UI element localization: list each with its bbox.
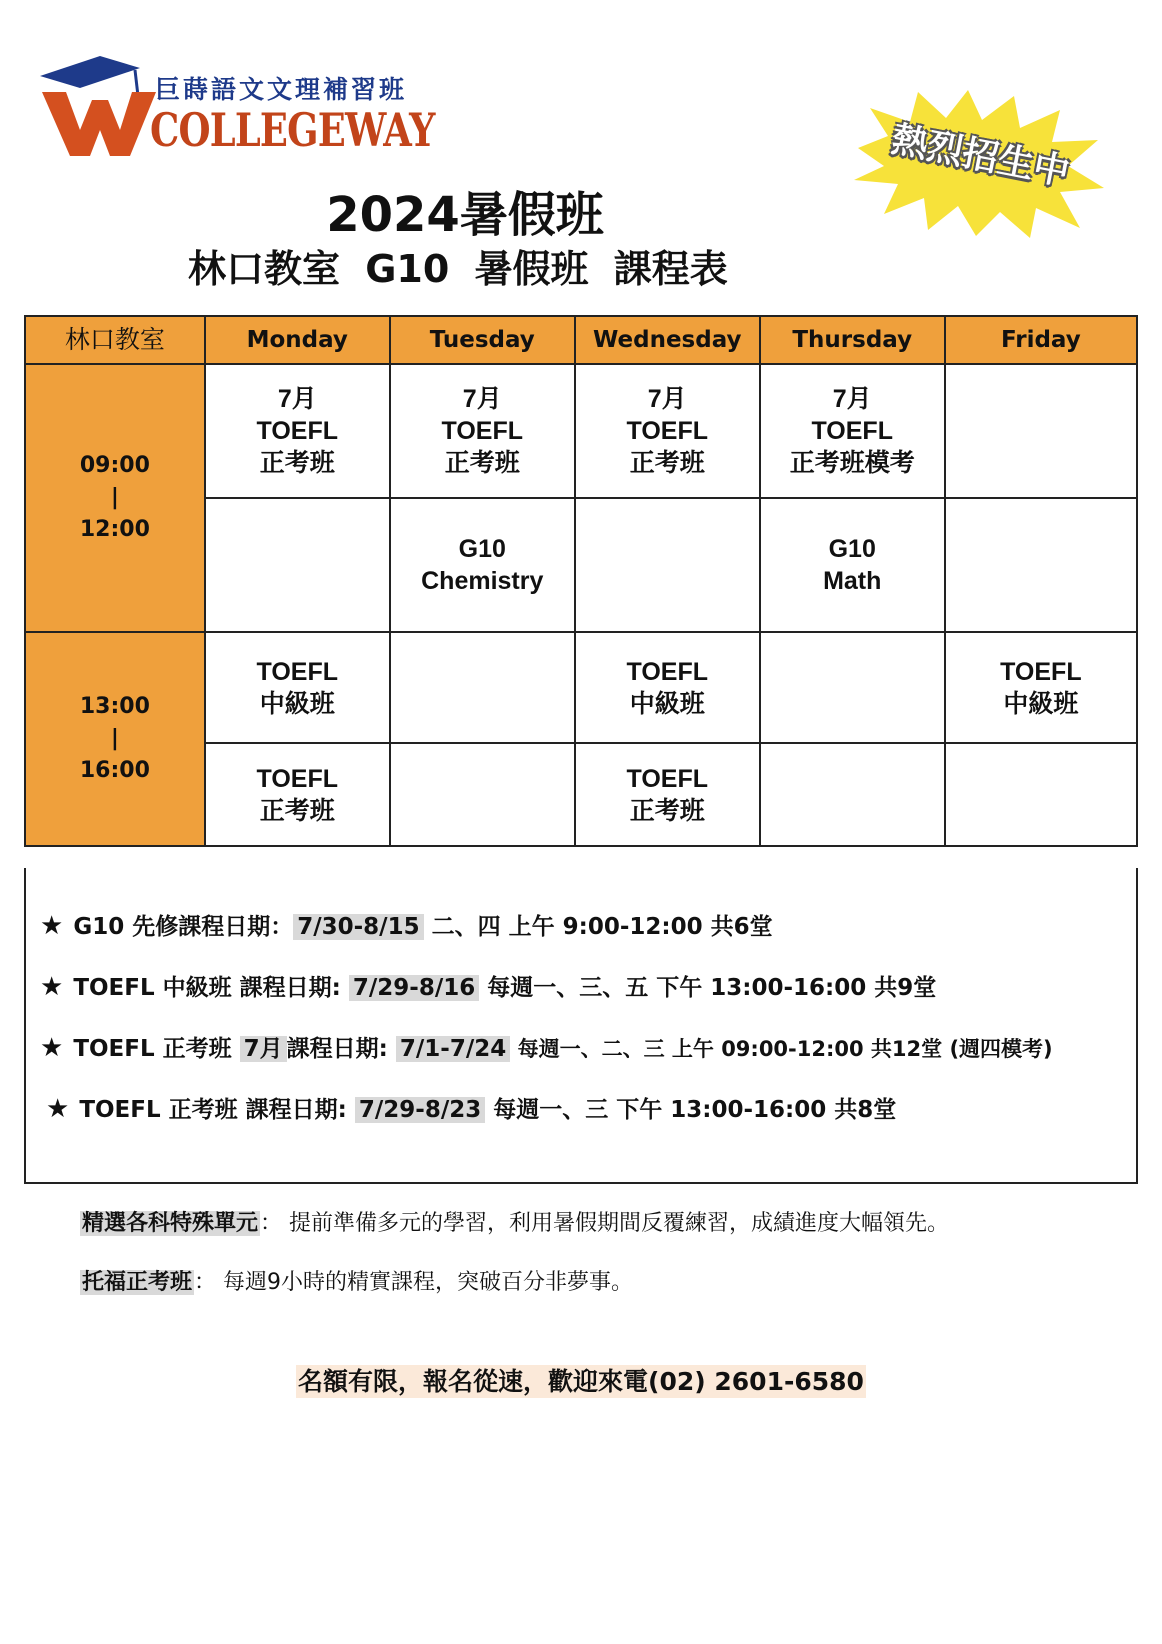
class-line: 7月 <box>277 385 317 413</box>
class-line: TOEFL <box>626 657 708 686</box>
extra-text: 每週9小時的精實課程，突破百分非夢事。 <box>223 1270 634 1295</box>
class-cell <box>205 632 390 743</box>
extra-label: 托福正考班 <box>82 1270 193 1295</box>
note-g10: ★ G10 先修課程日期： 7/30-8/15 二、四 上午 9:00-12:00 共6堂 <box>40 911 773 941</box>
extra-text: 提前準備多元的學習，利用暑假期間反覆練習，成績進度大幅領先。 <box>289 1211 950 1236</box>
class-line: G10 <box>458 535 506 563</box>
note-toefl-exam: ★ TOEFL 正考班 課程日期: 7/29-8/23 每週一、三 下午 13:00-16:00 共8堂 <box>46 1094 897 1124</box>
star-icon: ★ <box>40 1033 64 1063</box>
day-header: Tuesday <box>390 316 575 364</box>
class-line: 7月 <box>832 385 872 413</box>
class-cell <box>760 632 945 743</box>
class-line: 正考班 <box>629 449 705 477</box>
day-header: Wednesday <box>575 316 760 364</box>
class-line: TOEFL <box>626 417 708 445</box>
star-icon: ★ <box>46 1094 70 1124</box>
header-row <box>25 316 1137 364</box>
class-line: 7月 <box>462 385 502 413</box>
time-separator: | <box>110 485 119 510</box>
day-header: Monday <box>205 316 390 364</box>
class-cell <box>575 743 760 846</box>
note-toefl-july: ★ TOEFL 正考班 7月 課程日期: 7/1-7/24 每週一、二、三 上午 09:00-12:00 共12堂 (週四模考) <box>40 1033 1053 1063</box>
morning-time-cell <box>25 364 205 632</box>
class-cell <box>205 498 390 632</box>
note-toefl-intermediate: ★ TOEFL 中級班 課程日期: 7/29-8/16 每週一、三、五 下午 13:00-16:00 共9堂 <box>40 972 937 1002</box>
class-cell <box>575 364 760 498</box>
class-line: 中級班 <box>629 689 705 718</box>
contact-text: 名額有限，報名從速，歡迎來電(02) 2601-6580 <box>298 1367 864 1396</box>
class-cell <box>205 364 390 498</box>
class-cell <box>760 498 945 632</box>
extra-special-units: 精選各科特殊單元： 提前準備多元的學習，利用暑假期間反覆練習，成績進度大幅領先。 <box>82 1211 950 1236</box>
contact-footer <box>0 1362 1162 1398</box>
class-cell <box>760 743 945 846</box>
extra-label: 精選各科特殊單元 <box>82 1211 259 1236</box>
star-icon: ★ <box>40 911 64 941</box>
time-start: 09:00 <box>79 453 150 478</box>
schedule-table <box>24 315 1138 847</box>
afternoon-time-cell <box>25 632 205 846</box>
class-cell <box>760 364 945 498</box>
class-line: TOEFL <box>811 417 893 445</box>
star-icon: ★ <box>40 972 64 1002</box>
class-line: Chemistry <box>421 567 544 595</box>
class-cell <box>945 364 1137 498</box>
class-line: TOEFL <box>1000 657 1082 686</box>
day-header: Friday <box>945 316 1137 364</box>
time-separator: | <box>110 726 119 751</box>
time-end: 16:00 <box>79 758 150 783</box>
badge-text: 熱烈招生中 <box>888 119 1073 194</box>
logo-chinese-name: 巨蒔語文文理補習班 <box>155 75 408 104</box>
class-cell <box>390 743 575 846</box>
date-highlight: 7/29-8/23 <box>355 1097 485 1123</box>
date-highlight: 7/30-8/15 <box>293 914 423 940</box>
day-header: Thursday <box>760 316 945 364</box>
class-line: 正考班 <box>259 449 335 477</box>
class-line: 正考班 <box>629 796 705 825</box>
class-cell <box>205 743 390 846</box>
month-highlight: 7月 <box>240 1036 287 1062</box>
class-line: TOEFL <box>256 657 339 686</box>
class-line: TOEFL <box>256 417 339 445</box>
collegeway-logo <box>40 56 435 166</box>
class-cell <box>945 632 1137 743</box>
class-line: Math <box>823 567 882 595</box>
graduation-cap-w-icon <box>40 56 160 166</box>
time-end: 12:00 <box>79 517 150 542</box>
afternoon-row-1 <box>25 632 1137 743</box>
class-cell <box>575 632 760 743</box>
class-cell <box>390 632 575 743</box>
class-cell <box>945 743 1137 846</box>
class-line: 中級班 <box>259 689 335 718</box>
date-highlight: 7/29-8/16 <box>349 975 479 1001</box>
class-line: TOEFL <box>256 764 339 793</box>
class-line: TOEFL <box>441 417 523 445</box>
class-line: 正考班 <box>444 449 520 477</box>
class-cell <box>945 498 1137 632</box>
class-line: G10 <box>828 535 876 563</box>
morning-row-1 <box>25 364 1137 498</box>
class-line: 中級班 <box>1003 689 1079 718</box>
time-start: 13:00 <box>79 694 150 719</box>
class-line: 正考班模考 <box>789 449 915 477</box>
class-cell <box>390 498 575 632</box>
corner-cell: 林口教室 <box>25 316 205 364</box>
class-line: TOEFL <box>626 764 708 793</box>
date-highlight: 7/1-7/24 <box>396 1036 510 1062</box>
class-line: 7月 <box>647 385 687 413</box>
course-notes-box <box>24 868 1138 1184</box>
class-line: 正考班 <box>259 796 335 825</box>
logo-english-name: COLLEGEWAY <box>150 103 435 157</box>
class-cell <box>575 498 760 632</box>
extra-toefl-exam: 托福正考班： 每週9小時的精實課程，突破百分非夢事。 <box>82 1270 634 1295</box>
class-cell <box>390 364 575 498</box>
page-subtitle: 林口教室 G10 暑假班 課程表 <box>188 247 728 291</box>
page-title: 2024暑假班 <box>326 187 604 243</box>
